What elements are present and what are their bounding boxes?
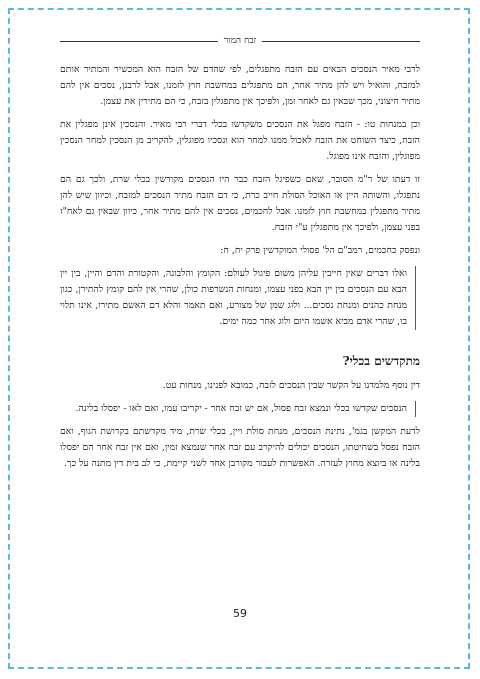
paragraph-4: ונפסק כחכמים, רמב"ם הל' פסולי המוקדשין פרק יח, ח: — [220, 245, 420, 256]
section-heading: מתקדשים בכלי? — [342, 354, 420, 368]
paragraph-1: לרבי מאיר הנסכים הבאים עם הזבח מתפגלים, לפי שהדם של הזבח הוא המכשיר והמתיר אותם למזבח, והואיל ויש להן מתיר אחר, הם מתפגלים במחשבת חוץ לזמנו, אבל לרבנן, נסכים אין להם מתיר חיצוני, מכך שבאין גם לאחר זמן, ולפיכך אין מתפגלין בזבח, כי הם מתירין את עצמן. — [60, 64, 420, 107]
document-page — [60, 34, 420, 646]
rambam-quote: ואלו דברים שאין חייבין עליהן משום פיגול לעולם: הקומץ והלבונה, והקטורת והדם והיין, בין יין הבא עם הנסכים בין יין הבא בפני עצמו, ומנחות הנשרפות כולן, שהרי אין להם קומץ להתירן, כגון מנחת כהנים ומנחת נסכים... ולוג שמן של מצורע, ואם תאמר והלא דם האשם מתירו, אינו תלוי בו, שהרי אדם מביא אשמו היום ולוג אחר כמה ימים. — [60, 266, 416, 330]
paragraph-2: וכן במנחות טו: - הזבח מפגל את הנסכים משקדשו בכלי דברי רבי מאיר. והנסכין אינן מפגלין את הזבח, כיצד השוחט את הזבח לאכול ממנו למחר הוא ונסכיו מפוגלין, להקריב מן הנסכין למחר הנסכין מפוגלין, והזבח אינו מפוגל. — [60, 119, 420, 162]
running-title: זבח המור — [218, 34, 262, 48]
section-quote: הנסכים שקדשו בכלי ונמצא זבח פסול, אם יש זבח אחר - יקריבו עמו, ואם לאו - יפסלו בלינה. — [60, 401, 416, 417]
page-number: 59 — [233, 607, 247, 620]
running-header — [60, 34, 420, 48]
section-intro: דין נוסף מלמדנו על הקשר שבין הנסכים לזבח, כמובא לפנינו, מנחות עט. — [162, 380, 420, 391]
paragraph-3: זו דעתו של ר"מ הסובר, שאם כשפיגל הזבח כבר היו הנסכים מקודשין בכלי שרת, ולכך גם הם נתפגלו, והשותה היין או האוכל הסולת חייב כרת, כי דם הזבח מתיר הנסכים למזבח, וכיוון שיש להן מתיר מתפגלין במחשבת חוץ לזמנו. אבל לחכמים, נסכים אין להם מתיר אחר, כיוון שבאין גם לאח"ז בפני עצמן, ולפיכך אין מתפגלין ע"י הזבח. — [60, 174, 420, 233]
section-closing: לדעת המקשן בגמ', נתינת הנסכים, מנחת סולת ויין, בכלי שרת, מיד מקדשתם בקדושת הגוף, ואם הזבח נפסל בשחיטתו, הנסכים יכולים להיקרב עם זבח אחר שנמצא זמין, ואם אין זבח אחר הם יפסלו בלינה או ביוצא מחוץ לעזרה. האפשרות לעבור מקורבן אחד לשני קיימת, כי לב בית דין מתנה על כך. — [60, 426, 420, 469]
